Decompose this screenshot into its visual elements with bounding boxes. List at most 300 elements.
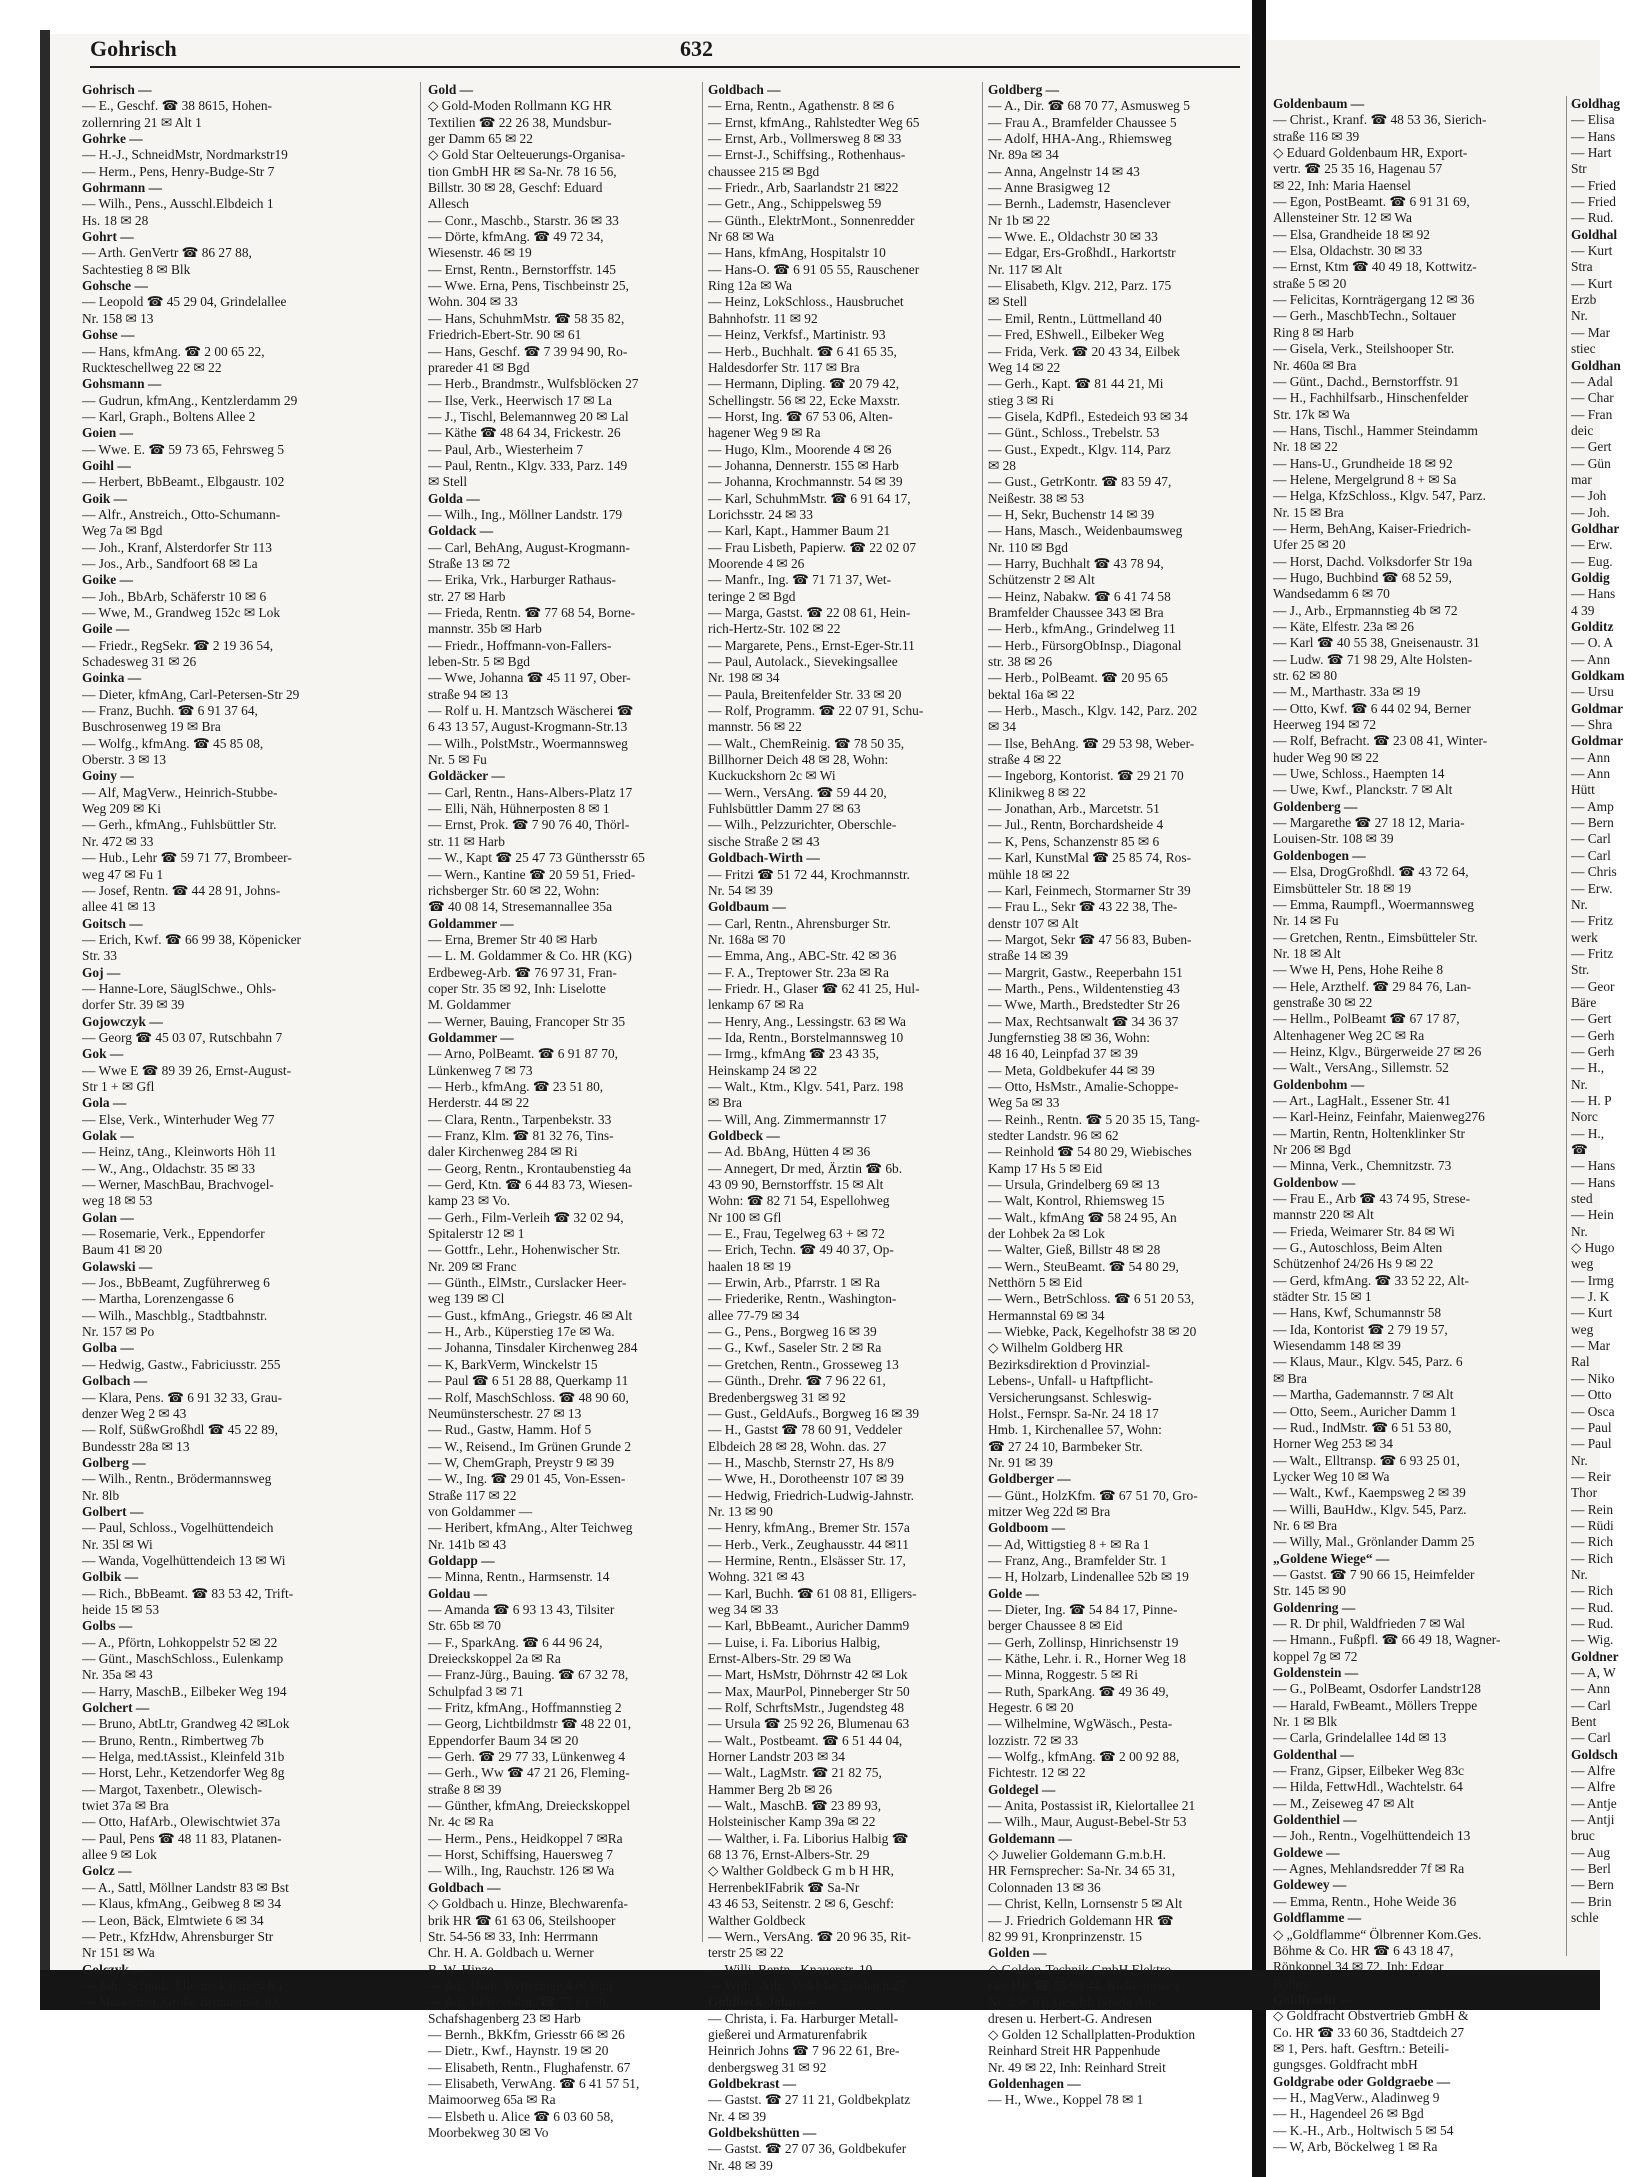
directory-line: — Helga, KfzSchloss., Klgv. 547, Parz. [1273,488,1486,504]
directory-line: — Günt., Schloss., Trebelstr. 53 [988,425,1160,441]
column-divider [982,82,983,1942]
directory-line: — Bruno, AbtLtr, Grandweg 42 ✉Lok [82,1716,290,1732]
directory-line: — Gastst. ☎ 7 90 66 15, Heimfelder [1273,1566,1475,1582]
directory-line: — Franz, Gipser, Eilbeker Weg 83c [1273,1763,1465,1779]
directory-line: — Wilh., Pelzzurichter, Oberschle- [708,817,897,833]
directory-line: Nr. [1571,1076,1588,1092]
directory-line: — Herbert, BbBeamt., Elbgaustr. 102 [82,474,285,490]
directory-line: — Wolfg., kfmAng. ☎ 2 00 92 88, [988,1749,1180,1765]
directory-line: — Berl [1571,1861,1611,1877]
directory-line: allee 41 ✉ 13 [82,899,156,915]
directory-line: — Elli, Näh, Hühnerposten 8 ✉ 1 [428,801,610,817]
directory-line: Goldhag [1571,96,1621,111]
directory-line: stedter Landstr. 96 ✉ 62 [988,1128,1119,1143]
directory-line: — Fried [1571,194,1617,210]
directory-line: — Rolf, SüßwGroßhdl ☎ 45 22 89, [82,1422,278,1438]
directory-line: Goldewe — [1273,1844,1340,1860]
directory-line: — Brin [1571,1893,1612,1909]
directory-line: — Otto, Kwf. ☎ 6 44 02 94, Berner [1273,700,1471,716]
directory-line: 48 16 40, Leinpfad 37 ✉ 39 [988,1046,1138,1062]
directory-line: — Wern., BetrSchloss. ☎ 6 51 20 53, [988,1291,1195,1307]
directory-line: — Ilse, BehAng. ☎ 29 53 98, Weber- [988,735,1195,751]
directory-line: Wiesenstr. 46 ✉ 19 [428,245,532,261]
directory-line: Goj — [82,964,121,980]
directory-line: — H., Gastst ☎ 78 60 91, Veddeler [708,1422,903,1438]
directory-line: HerrenbekIFabrik ☎ Sa-Nr [708,1879,860,1895]
directory-line: Spitalerstr 12 ✉ 1 [428,1226,525,1242]
directory-line: — Ann [1571,1681,1611,1697]
directory-line: Wohng. 321 ✉ 43 [708,1569,805,1585]
directory-line: tion GmbH HR ✉ Sa-Nr. 78 16 56, [428,163,617,179]
directory-line: — Wwe E ☎ 89 39 26, Ernst-August- [82,1062,292,1078]
directory-line: Versicherungsanst. Schleswig- [988,1389,1152,1405]
directory-line: — Margot, Taxenbetr., Olewisch- [82,1781,263,1797]
directory-line: — Herb., kfmAng., Grindelweg 11 [988,621,1176,637]
directory-line: — A., Pförtn, Lohkoppelstr 52 ✉ 22 [82,1634,278,1650]
directory-line: Nr. [1571,1566,1588,1582]
directory-line: — Carla, Grindelallee 14d ✉ 13 [1273,1730,1447,1746]
directory-line: mühle 18 ✉ 22 [988,866,1070,882]
directory-line: — Ann [1571,766,1611,782]
directory-line: Goldbekrast — [708,2075,797,2091]
directory-line: — Elsa, Grandheide 18 ✉ 92 [1273,226,1430,242]
directory-line: Friedrich-Ebert-Str. 90 ✉ 61 [428,327,582,343]
directory-line: — Günt., HolzKfm. ☎ 67 51 70, Gro- [988,1487,1198,1503]
directory-line: — Leon, Bäck, Elmtwiete 6 ✉ 34 [82,1912,264,1928]
directory-line: dresen u. Herbert-G. Andresen [988,2010,1152,2026]
directory-line: Nr. 472 ✉ 33 [82,833,154,849]
directory-line: — Emma, Raumpfl., Woermannsweg [1273,896,1474,912]
directory-line: straße 94 ✉ 13 [428,686,509,702]
directory-line: sische Straße 2 ✉ 43 [708,833,820,849]
directory-line: gießerei und Armaturenfabrik [708,2026,868,2042]
directory-line: — Dörte, kfmAng. ☎ 49 72 34, [428,229,604,245]
directory-line: — Gerh., Film-Verleih ☎ 32 02 94, [428,1209,624,1225]
directory-line: — Hans [1571,586,1616,602]
directory-line: Nr. [1571,1452,1588,1468]
directory-line: dorfer Str. 39 ✉ 39 [82,997,185,1013]
column-divider [702,82,703,1942]
directory-line: — Mar [1571,324,1611,340]
directory-line: Klinikweg 8 ✉ 22 [988,784,1086,800]
directory-line: ◇ Golden 12 Schallplatten-Produktion [988,2026,1196,2042]
directory-line: — Erwin, Arb., Pfarrstr. 1 ✉ Ra [708,1275,880,1291]
directory-line: vertr. ☎ 25 35 16, Hagenau 57 [1273,161,1443,177]
directory-line: — Günth., ElMstr., Curslacker Heer- [428,1275,627,1291]
directory-line: — W., Ing. ☎ 29 01 45, Von-Essen- [428,1471,626,1487]
directory-line: von Goldammer — [428,1503,533,1519]
directory-line: — Gerh., Ww ☎ 47 21 26, Fleming- [428,1765,630,1781]
directory-line: — Ad., Dreh, Wetteringe 4 ✉ Bgd [428,1977,613,1993]
directory-line: Nr. [1571,896,1588,912]
directory-line: Eppendorfer Baum 34 ✉ 20 [428,1732,579,1748]
directory-line: — Karl, SchuhmMstr. ☎ 6 91 64 17, [708,490,911,506]
directory-line: B. W. Hinze [428,1961,494,1977]
directory-line: — Rein [1571,1501,1614,1517]
directory-line: Weg 14 ✉ 22 [988,359,1061,375]
directory-line: — Carl [1571,1730,1611,1746]
directory-line: — G., Autoschloss, Beim Alten [1273,1240,1443,1256]
directory-line: — H., Fachhilfsarb., Hinschenfelder [1273,390,1469,406]
directory-line: denzer Weg 2 ✉ 43 [82,1405,187,1421]
directory-line: mannstr. 56 ✉ 22 [708,719,802,735]
directory-line: — Walt., ChemReinig. ☎ 78 50 35, [708,735,905,751]
directory-line: Ring 12a ✉ Wa [708,278,792,294]
directory-line: — Annegert, Dr med, Ärztin ☎ 6b. [708,1160,903,1176]
directory-line: — Carl [1571,1697,1611,1713]
directory-line: Holsteinischer Kamp 39a ✉ 22 [708,1814,876,1830]
directory-line: — Geor [1571,978,1615,994]
directory-column-4 [988,82,1240,2109]
directory-line: — Walther, i. Fa. Liborius Halbig ☎ [708,1830,909,1846]
directory-line: Golchert — [82,1700,150,1716]
directory-line: M. Goldammer [428,997,511,1013]
directory-line: Goldegel — [988,1781,1056,1797]
directory-line: koppel 7g ✉ 72 [1273,1648,1358,1664]
directory-line: Goinka — [82,670,142,686]
directory-line: — Ernst, Arb., Vollmersweg 8 ✉ 33 [708,131,902,147]
running-head: Gohrisch [90,36,177,61]
directory-line: Moorbekweg 30 ✉ Vo [428,2124,549,2140]
directory-line: Bezirksdirektion d Provinzial- [988,1356,1151,1372]
directory-line: — Erich, Kwf. ☎ 66 99 38, Köpenicker [82,931,301,947]
directory-line: Goihl — [82,457,131,473]
directory-line: — Frida, Verk. ☎ 20 43 34, Eilbek [988,343,1180,359]
directory-line: — Joh. [1571,504,1610,520]
directory-line: — Fran [1571,406,1613,422]
directory-line: — Erika, Vrk., Harburger Rathaus- [428,572,616,588]
directory-line: — Hart [1571,145,1612,161]
directory-line: — Johanna, Krochmannstr. 54 ✉ 39 [708,474,903,490]
directory-line: — Gün [1571,455,1611,471]
directory-line: Neumünsterschestr. 27 ✉ 13 [428,1405,582,1421]
directory-line: — Georg ☎ 45 03 07, Rutschbahn 7 [82,1029,283,1045]
directory-line: Oberstr. 3 ✉ 13 [82,752,167,768]
directory-line: Nr. 460a ✉ Bra [1273,357,1357,373]
directory-line: — Wiebke, Pack, Kegelhofstr 38 ✉ 20 [988,1324,1197,1340]
directory-line: — Rich [1571,1534,1614,1550]
directory-line: — Niko [1571,1370,1615,1386]
directory-line: Hmb. 1, Kirchenallee 57, Wohn: [988,1422,1162,1438]
directory-line: — F. A., Treptower Str. 23a ✉ Ra [708,964,889,980]
directory-line: Altenhagener Weg 2C ✉ Ra [1273,1027,1425,1043]
directory-line: — Walt., Kwf., Kaempsweg 2 ✉ 39 [1273,1485,1466,1501]
directory-column-1 [82,82,340,2011]
directory-line: Nr. 4 ✉ 39 [708,2108,767,2124]
directory-line: — Ernst-J., Schiffsing., Rothenhaus- [708,147,906,163]
directory-line: Golcz — [82,1863,132,1879]
directory-line: — Ernst, Ktm ☎ 40 49 18, Kottwitz- [1273,259,1477,275]
directory-line: — Joh., BbArb, Schäferstr 10 ✉ 6 [82,588,267,604]
directory-line: — Hermann, Dipling. ☎ 20 79 42, [708,376,900,392]
directory-line: — Otto, HsMstr., Amalie-Schoppe- [988,1078,1179,1094]
directory-line: — Emma, Ang., ABC-Str. 42 ✉ 36 [708,948,897,964]
directory-line: — G., PolBeamt, Osdorfer Landstr128 [1273,1681,1481,1697]
directory-line: — Hmann., Fußpfl. ☎ 66 49 18, Wagner- [1273,1632,1501,1648]
directory-line: — Hans, Masch., Weidenbaumsweg [988,523,1183,539]
directory-line: denbergsweg 31 ✉ 92 [708,2059,827,2075]
directory-line: straße 5 ✉ 20 [1273,275,1347,291]
directory-line: — Amp [1571,798,1614,814]
directory-line: — Gerd, kfmAng. ☎ 33 52 22, Alt- [1273,1272,1469,1288]
directory-line: — Hans, Kwf, Schumannstr 58 [1273,1305,1442,1321]
directory-line: mannstr. 35b ✉ Harb [428,621,542,637]
directory-line: — Jonathan, Arb., Marcetstr. 51 [988,801,1160,817]
directory-line: — Werner, Bauing, Francoper Str 35 [428,1013,626,1029]
directory-line: Nr 1b ✉ 22 [988,212,1051,228]
directory-line: — Elsa, DrogGroßhdl. ☎ 43 72 64, [1273,864,1469,880]
directory-line: — W., Ang., Oldachstr. 35 ✉ 33 [82,1160,256,1176]
directory-line: ✉ Stell [428,474,468,490]
directory-line: — Wilh., Rentn., Brödermannsweg [82,1471,272,1487]
directory-line: — Martha, Lorenzengasse 6 [82,1291,234,1307]
directory-line: — Aug [1571,1844,1611,1860]
directory-line: Golbach — [82,1373,148,1389]
directory-line: Golberg — [82,1454,146,1470]
directory-line: — Art., LagHalt., Essener Str. 41 [1273,1092,1451,1108]
directory-line: Baum 41 ✉ 20 [82,1242,163,1258]
directory-line: — Wern., Kantine ☎ 20 59 51, Fried- [428,866,636,882]
directory-line: — Margarete, Pens., Ernst-Eger-Str.11 [708,637,915,653]
directory-line: — Frau E., Arb ☎ 43 74 95, Strese- [1273,1191,1471,1207]
directory-line: — Wern., VersAng. ☎ 59 44 20, [708,784,887,800]
directory-line: — Rud. [1571,1599,1614,1615]
directory-line: — Minna, Rentn., Harmsenstr. 14 [428,1569,610,1585]
directory-line: — Hans [1571,1158,1616,1174]
directory-line: 82 99 91, Kronprinzenstr. 15 [988,1928,1142,1944]
directory-line: — Uwe, Schloss., Haempten 14 [1273,766,1445,782]
directory-line: — Harry, MaschB., Eilbeker Weg 194 [82,1683,287,1699]
directory-line: — Kurt [1571,275,1613,291]
directory-line: — Gastst. ☎ 27 07 36, Goldbekufer [708,2141,907,2157]
directory-line: Goile — [82,621,130,637]
directory-line: ◇ Eduard Goldenbaum HR, Export- [1273,145,1468,161]
directory-line: Nr. 4c ✉ Ra [428,1814,494,1830]
directory-line: — G., Pens., Borgweg 16 ✉ 39 [708,1324,877,1340]
directory-line: Nr 68 ✉ Wa [708,229,775,245]
directory-line: Gohrt — [82,229,134,245]
directory-line: Heinskamp 24 ✉ 22 [708,1062,818,1078]
directory-line: — Else, Verk., Winterhuder Weg 77 [82,1111,275,1127]
directory-line: — Wilh., Ing, Rauchstr. 126 ✉ Wa [428,1863,615,1879]
directory-line: — Martha, Gademannstr. 7 ✉ Alt [1273,1387,1454,1403]
directory-line: Gold — [428,82,474,97]
directory-line: Str [1571,161,1587,177]
directory-line: — Gerh. ☎ 29 77 33, Lünkenweg 4 [428,1749,626,1765]
directory-line: — Friedr., RegSekr. ☎ 2 19 36 54, [82,637,274,653]
directory-line: — K.-H., Arb., Holtwisch 5 ✉ 54 [1273,2122,1454,2138]
directory-line: — Irmg., kfmAng ☎ 23 43 35, [708,1046,880,1062]
directory-line: — Frieda, Rentn. ☎ 77 68 54, Borne- [428,605,636,620]
directory-line: — Chris [1571,864,1617,880]
directory-line: Nr. [1571,1223,1588,1239]
directory-line: — Dieter, kfmAng, Carl-Petersen-Str 29 [82,686,300,702]
directory-line: — Rud. [1571,1615,1614,1631]
directory-line: — Marth., Pens., Wildentenstieg 43 [988,980,1180,996]
directory-line: — Frau A., Bramfelder Chaussee 5 [988,114,1177,130]
directory-line: — Shra [1571,717,1613,733]
directory-line: Hammer Berg 2b ✉ 26 [708,1781,833,1797]
directory-line: Netthörn 5 ✉ Eid [988,1275,1083,1291]
directory-line: Golba — [82,1340,134,1356]
directory-line: — A., Sattl, Möllner Landstr 83 ✉ Bst [82,1879,289,1895]
directory-line: Billstr. 30 ✉ 28, Geschf: Eduard [428,180,603,196]
directory-line: — Paul, Rentn., Klgv. 333, Parz. 149 [428,457,628,473]
directory-line: — Hub., Lehr ☎ 59 71 77, Brombeer- [82,850,292,866]
directory-line: Gohrisch — [82,82,152,97]
directory-line: Louisen-Str. 108 ✉ 39 [1273,831,1394,847]
directory-line: Nr. 8lb [82,1487,120,1503]
directory-line: — Ann [1571,749,1611,765]
directory-line: Schadesweg 31 ✉ 26 [82,654,197,670]
directory-line: Bent [1571,1714,1597,1730]
directory-line: — Bruno, Rentn., Rimbertweg 7b [82,1732,264,1748]
directory-line: — Hans, kfmAng. ☎ 2 00 65 22, [82,343,265,359]
directory-line: ✉ Bra [708,1095,742,1111]
directory-line: — Hans, SchuhmMstr. ☎ 58 35 82, [428,310,625,326]
directory-line: — Hans, Tischl., Hammer Steindamm [1273,422,1478,438]
directory-line: — Karl-Heinz, Feinfahr, Maienweg276 [1273,1109,1485,1125]
directory-line: — Gottfr., Lehr., Hohenwischer Str. [428,1242,621,1258]
directory-line: Goldbach — [708,82,781,97]
directory-line: prareder 41 ✉ Bgd [428,359,530,375]
directory-line: Golbert — [82,1503,144,1519]
directory-line: Straße 117 ✉ 22 [428,1487,517,1503]
directory-line: huder Weg 90 ✉ 22 [1273,749,1379,765]
directory-line: Goldenbogen — [1273,847,1366,863]
directory-line: Goldig [1571,569,1610,585]
directory-line: — Frieda, Weimarer Str. 84 ✉ Wi [1273,1223,1455,1239]
directory-line: — Heinz, Nabakw. ☎ 6 41 74 58 [988,588,1171,604]
directory-line: ✉ 34 [988,719,1016,735]
directory-line: — Emma, Rentn., Hohe Weide 36 [1273,1893,1457,1909]
directory-line: — Heinz, tAng., Kleinworts Höh 11 [82,1144,277,1160]
directory-line: 68 13 76, Ernst-Albers-Str. 29 [708,1847,870,1863]
directory-line: Fichtestr. 12 ✉ 22 [988,1765,1086,1781]
directory-line: ◇ Gold Star Oelteuerungs-Organisa- [428,147,626,163]
directory-line: — Ruth, SparkAng. ☎ 49 36 49, [988,1683,1169,1699]
directory-line: ger Damm 65 ✉ 22 [428,131,533,147]
directory-line: — Erw. [1571,880,1613,896]
directory-line: — Horst, Schiffsing, Hauersweg 7 [428,1847,613,1863]
directory-line: — Paul, Arb., Wiesterheim 7 [428,441,584,457]
directory-line: Golawski — [82,1258,153,1274]
directory-line: Nr. 18 ✉ 22 [1273,439,1338,455]
directory-line: — Ernst, Prok. ☎ 7 90 76 40, Thörl- [428,817,630,833]
directory-line: — Reinh., Rentn. ☎ 5 20 35 15, Tang- [988,1111,1200,1127]
directory-line: — Manfr., Ing. ☎ 71 71 37, Wet- [708,572,892,588]
directory-line: — Adolf, HHA-Ang., Rhiemsweg [988,131,1172,147]
directory-line: — Egon, PostBeamt. ☎ 6 91 31 69, [1273,194,1470,210]
column-divider [420,82,421,1942]
directory-line: Goldack — [428,523,494,539]
directory-line: Nr. 209 ✉ Franc [428,1258,517,1274]
directory-line: — Joh., Kranf, Alsterdorfer Str 113 [82,539,272,555]
directory-line: bektal 16a ✉ 22 [988,686,1075,702]
directory-line: Weg 209 ✉ Ki [82,801,161,817]
directory-line: straße 14 ✉ 39 [988,948,1069,964]
directory-line: Golbik — [82,1569,139,1585]
directory-line: ✉ Stell [988,294,1028,310]
directory-line: — Margrit, Gastw., Reeperbahn 151 [988,964,1183,980]
directory-line: — Herb., PolBeamt. ☎ 20 95 65 [988,670,1168,686]
directory-line: — Gert [1571,439,1612,455]
directory-line: — Dieter, Ing. ☎ 54 84 17, Pinne- [988,1601,1178,1617]
directory-line: Nr. 48 ✉ 39 [708,2157,773,2173]
directory-line: 4 39 [1571,602,1595,618]
directory-line: — Rüdi [1571,1517,1614,1533]
directory-line: — H., Hagendeel 26 ✉ Bgd [1273,2106,1424,2122]
directory-line: — Paul, Autolack., Sievekingsallee [708,654,898,670]
directory-line: Goik — [82,490,128,506]
directory-line: — Elsbeth u. Alice ☎ 6 03 60 58, [428,2108,614,2124]
directory-line: — Gerh [1571,1043,1615,1059]
directory-line: Goike — [82,572,133,588]
directory-line: Horner Landstr 203 ✉ 34 [708,1749,845,1765]
directory-line: Str. 17k ✉ Wa [1273,406,1350,422]
directory-line: Wohn. 304 ✉ 33 [428,294,518,310]
directory-line: — Reir [1571,1468,1611,1484]
directory-line: Goldau — [428,1585,488,1601]
directory-line: Bundesstr 28a ✉ 13 [82,1438,190,1454]
directory-line: — Herb., Masch., Klgv. 142, Parz. 202 [988,703,1198,719]
directory-line: — Gust., kfmAng., Griegstr. 46 ✉ Alt [428,1307,633,1323]
directory-line: Ufer 25 ✉ 20 [1273,537,1346,553]
directory-line: — Jul., Rentn, Borchardsheide 4 [988,817,1164,833]
directory-line: ✉ Bra [1273,1370,1307,1386]
directory-line: — W, ChemGraph, Preystr 9 ✉ 39 [428,1454,615,1470]
directory-line: — Christa, i. Fa. Harburger Metall- [708,2010,899,2026]
directory-line: — Josef, Rentn. ☎ 44 28 91, Johns- [82,882,281,898]
directory-line: — Hanne-Lore, SäuglSchwe., Ohls- [82,980,277,996]
directory-line: — Rolf, MaschSchloss. ☎ 48 90 60, [428,1389,629,1405]
directory-line: — Antji [1571,1812,1615,1828]
directory-line: — Wolfg., kfmAng. ☎ 45 85 08, [82,735,264,751]
directory-line: — Rud., Gastw, Hamm. Hof 5 [428,1422,592,1438]
directory-line: str. 27 ✉ Harb [428,588,506,604]
directory-line: — Ida, Rentn., Borstelmannsweg 10 [708,1029,904,1045]
directory-line: — Jos., BbBeamt, Zugführerweg 6 [82,1275,270,1291]
directory-line: — L. M. Goldammer & Co. HR (KG) [428,948,632,964]
directory-line: Nr. 35a ✉ 43 [82,1667,153,1683]
directory-line: weg 34 ✉ 33 [708,1601,779,1617]
directory-line: weg 47 ✉ Fu 1 [82,866,164,882]
directory-line: — W., Reisend., Im Grünen Grunde 2 [428,1438,632,1454]
directory-line: Gok — [82,1046,124,1062]
directory-line: — Herb., Buchhalt. ☎ 6 41 65 35, [708,343,897,359]
directory-line: — Carl [1571,831,1611,847]
directory-line: — Paul, Schloss., Vogelhüttendeich [82,1520,274,1536]
directory-line: Str. 65b ✉ 70 [428,1618,501,1634]
directory-line: — Hans [1571,1174,1616,1190]
directory-line: — Walt., LagMstr. ☎ 21 82 75, [708,1765,882,1781]
directory-line: 6 43 13 57, August-Krogmann-Str.13 [428,719,628,735]
directory-line: — J., Tischl, Belemannweg 20 ✉ Lal [428,408,629,424]
directory-line: — Gerh., MaschbTechn., Soltauer [1273,308,1457,324]
directory-line: Goldbach — [428,1879,501,1895]
directory-line: — Ida, Kontorist ☎ 2 79 19 57, [1273,1321,1448,1337]
directory-line: weg 18 ✉ 53 [82,1193,153,1209]
directory-line: — Hilda, FettwHdl., Wachtelstr. 64 [1273,1779,1463,1795]
directory-line: — F., SparkAng. ☎ 6 44 96 24, [428,1634,603,1650]
directory-line: Bramfelder Chaussee 343 ✉ Bra [988,605,1164,620]
directory-line: — Antje [1571,1795,1617,1811]
directory-line: — Herb., Verk., Zeughausstr. 44 ✉11 [708,1536,909,1552]
directory-line: — Anna, Angelnstr 14 ✉ 43 [988,163,1140,179]
scan-left-edge [40,30,50,2010]
directory-line: Fuhlsbüttler Damm 27 ✉ 63 [708,801,861,817]
directory-line: — Gust., GeldAufs., Borgweg 16 ✉ 39 [708,1405,920,1421]
